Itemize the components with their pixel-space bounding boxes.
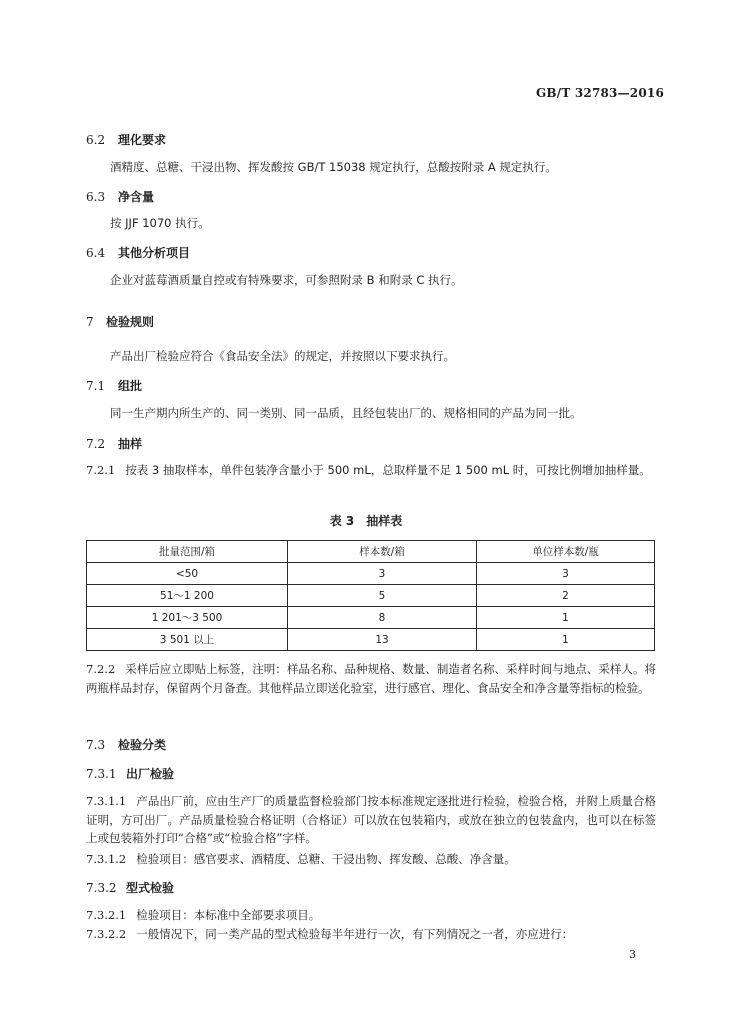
section-number: 6.4 <box>86 246 106 260</box>
table-cell: 1 201～3 500 <box>87 607 288 629</box>
section-number: 6.3 <box>86 190 106 204</box>
section-title: 型式检验 <box>126 881 175 895</box>
section-title: 组批 <box>118 379 143 393</box>
clause-number: 7.3.2.1 <box>86 908 127 922</box>
table-cell: 2 <box>477 585 655 607</box>
heading-6-3 <box>86 188 154 205</box>
section-number: 7.3 <box>86 738 106 752</box>
section-title: 净含量 <box>118 190 155 204</box>
clause-number: 7.3.1.1 <box>86 794 127 808</box>
page-number: 3 <box>629 948 636 961</box>
table-row <box>87 629 655 651</box>
clause-text: 检验项目：感官要求、酒精度、总糖、干浸出物、挥发酸、总酸、净含量。 <box>136 852 516 866</box>
clause-text: 按表 3 抽取样本，单件包装净含量小于 500 mL，总取样量不足 1 500 mL 时，可按比例增加抽样量。 <box>125 463 651 477</box>
section-title: 抽样 <box>118 437 143 451</box>
table-cell: 3 <box>477 563 655 585</box>
paragraph-7-1: 同一生产期内所生产的、同一类别、同一品质，且经包装出厂的、规格相同的产品为同一批。 <box>110 406 582 420</box>
table-cell: 51～1 200 <box>87 585 288 607</box>
clause-text: 检验项目：本标准中全部要求项目。 <box>136 908 321 922</box>
table-row <box>87 607 655 629</box>
table-cell: 8 <box>288 607 477 629</box>
clause-text: 采样后应立即贴上标签，注明：样品名称、品种规格、数量、制造者名称、采样时间与地点、采样人。将两瓶样品封存，保留两个月备查。其他样品立即送化验室，进行感官、理化、食品安全和净含量等指标的检验。 <box>86 662 656 695</box>
table-cell: 3 501 以上 <box>87 629 288 651</box>
table-header-cell: 批量范围/箱 <box>87 541 288 563</box>
table-caption: 表 3 抽样表 <box>329 514 403 528</box>
clause-7-3-1-2 <box>86 850 656 869</box>
section-number: 7.3.2 <box>86 881 117 895</box>
clause-number: 7.2.1 <box>86 463 116 477</box>
clause-number: 7.3.1.2 <box>86 852 127 866</box>
heading-6-2 <box>86 131 166 148</box>
table-header-row <box>87 541 655 563</box>
clause-7-2-1 <box>86 461 656 480</box>
section-number: 7.2 <box>86 437 106 451</box>
heading-7-3 <box>86 736 166 753</box>
section-title: 出厂检验 <box>126 767 175 781</box>
paragraph-6-2: 酒精度、总糖、干浸出物、挥发酸按 GB/T 15038 规定执行，总酸按附录 A 规定执行。 <box>110 160 557 174</box>
clause-number: 7.2.2 <box>86 662 116 676</box>
clause-number: 7.3.2.2 <box>86 927 127 941</box>
heading-7-2 <box>86 435 142 452</box>
heading-6-4 <box>86 244 190 261</box>
table-cell: 5 <box>288 585 477 607</box>
section-number: 7.1 <box>86 379 106 393</box>
table-cell: 13 <box>288 629 477 651</box>
table-cell: 1 <box>477 629 655 651</box>
paragraph-6-4: 企业对蓝莓酒质量自控或有特殊要求，可参照附录 B 和附录 C 执行。 <box>110 273 463 287</box>
clause-text: 产品出厂前，应由生产厂的质量监督检验部门按本标准规定逐批进行检验，检验合格，并附上质量合格证明，方可出厂。产品质量检验合格证明（合格证）可以放在包装箱内，或放在独立的包装盒内，也可以在标签上或包装箱外打印“合格”或“检验合格”字样。 <box>86 794 656 845</box>
table-row <box>87 585 655 607</box>
heading-7 <box>86 313 154 330</box>
table-cell: <50 <box>87 563 288 585</box>
section-title: 检验分类 <box>118 738 167 752</box>
clause-7-2-2 <box>86 660 656 698</box>
section-number: 7 <box>86 315 94 329</box>
clause-text: 一般情况下，同一类产品的型式检验每半年进行一次，有下列情况之一者，亦应进行： <box>136 927 574 941</box>
clause-7-3-1-1 <box>86 792 656 848</box>
section-number: 7.3.1 <box>86 767 117 781</box>
paragraph-6-3: 按 JJF 1070 执行。 <box>110 216 210 230</box>
table-cell: 3 <box>288 563 477 585</box>
sampling-table <box>86 540 655 651</box>
heading-7-1 <box>86 377 142 394</box>
standard-number: GB/T 32783—2016 <box>535 86 664 100</box>
section-title: 理化要求 <box>118 133 167 147</box>
paragraph-7: 产品出厂检验应符合《食品安全法》的规定，并按照以下要求执行。 <box>110 349 455 363</box>
section-number: 6.2 <box>86 133 106 147</box>
heading-7-3-1 <box>86 765 174 782</box>
section-title: 其他分析项目 <box>118 246 191 260</box>
table-row <box>87 563 655 585</box>
clause-7-3-2-1 <box>86 906 656 925</box>
heading-7-3-2 <box>86 879 174 896</box>
clause-7-3-2-2 <box>86 925 656 944</box>
table-header-cell: 样本数/箱 <box>288 541 477 563</box>
table-header-cell: 单位样本数/瓶 <box>477 541 655 563</box>
section-title: 检验规则 <box>106 315 155 329</box>
table-cell: 1 <box>477 607 655 629</box>
